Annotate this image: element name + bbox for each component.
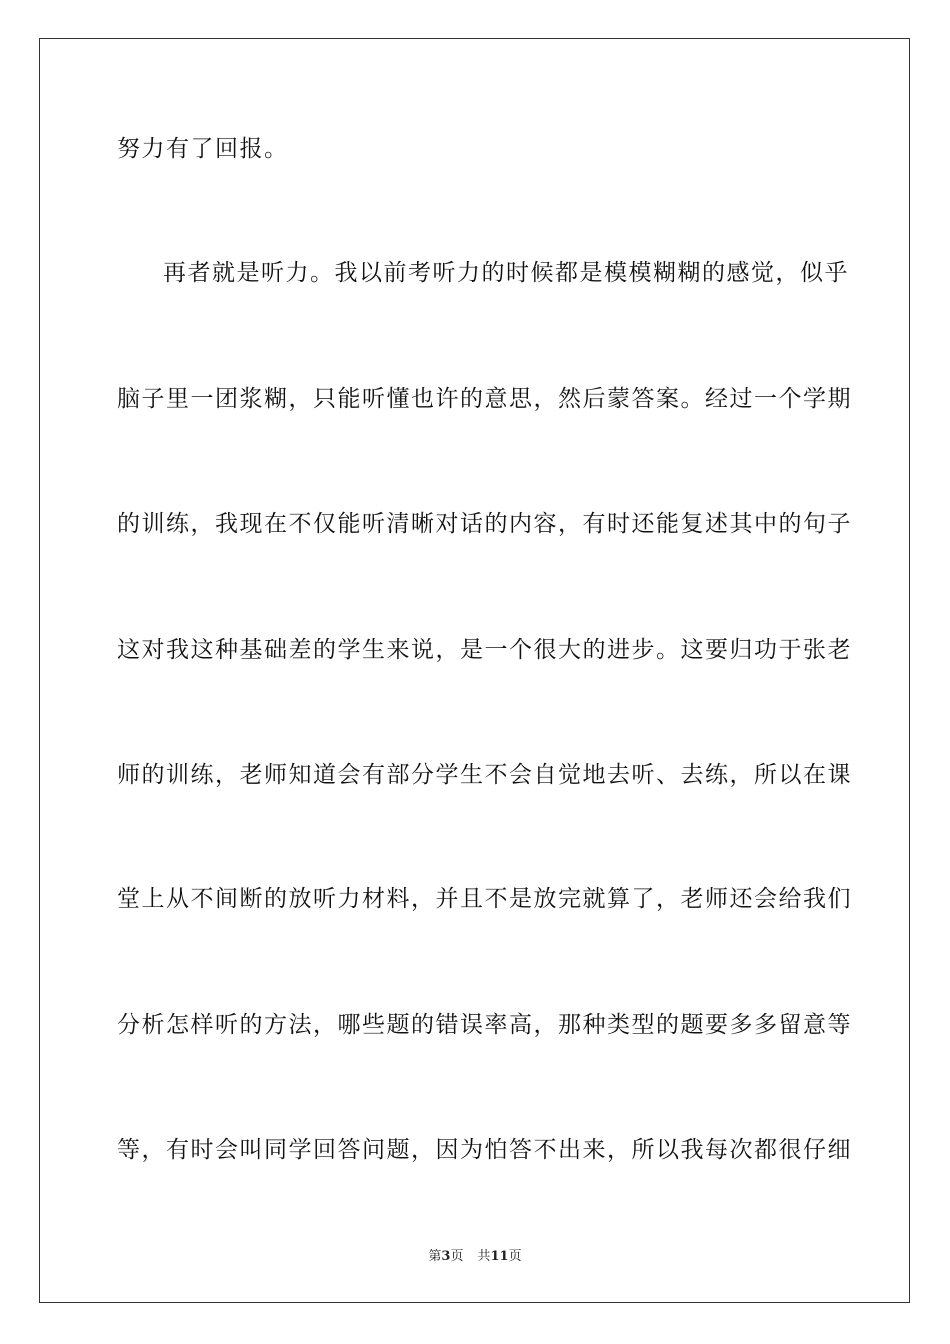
page-prefix: 第 [428, 1249, 442, 1264]
total-prefix: 共 [477, 1249, 491, 1264]
total-pages: 11 [490, 1249, 509, 1264]
total-suffix: 页 [508, 1249, 522, 1264]
paragraph-line-9: 等，有时会叫同学回答问题，因为怕答不出来，所以我每次都很仔细 [117, 1137, 852, 1163]
paragraph-line-2: 再者就是听力。我以前考听力的时候都是模模糊糊的感觉，似乎 [163, 260, 849, 286]
paragraph-line-3: 脑子里一团浆糊，只能听懂也许的意思，然后蒙答案。经过一个学期 [117, 386, 852, 412]
paragraph-line-7: 堂上从不间断的放听力材料，并且不是放完就算了，老师还会给我们 [117, 886, 852, 912]
paragraph-line-4: 的训练，我现在不仅能听清晰对话的内容，有时还能复述其中的句子 [117, 511, 852, 537]
paragraph-line-1: 努力有了回报。 [117, 136, 289, 162]
paragraph-line-5: 这对我这种基础差的学生来说，是一个很大的进步。这要归功于张老 [117, 637, 852, 663]
page-suffix: 页 [450, 1249, 464, 1264]
paragraph-line-8: 分析怎样听的方法，哪些题的错误率高，那种类型的题要多多留意等 [117, 1012, 852, 1038]
paragraph-line-6: 师的训练，老师知道会有部分学生不会自觉地去听、去练，所以在课 [117, 762, 852, 788]
page-footer [0, 1248, 950, 1266]
page-number: 3 [441, 1249, 451, 1264]
page-border [39, 38, 910, 1303]
